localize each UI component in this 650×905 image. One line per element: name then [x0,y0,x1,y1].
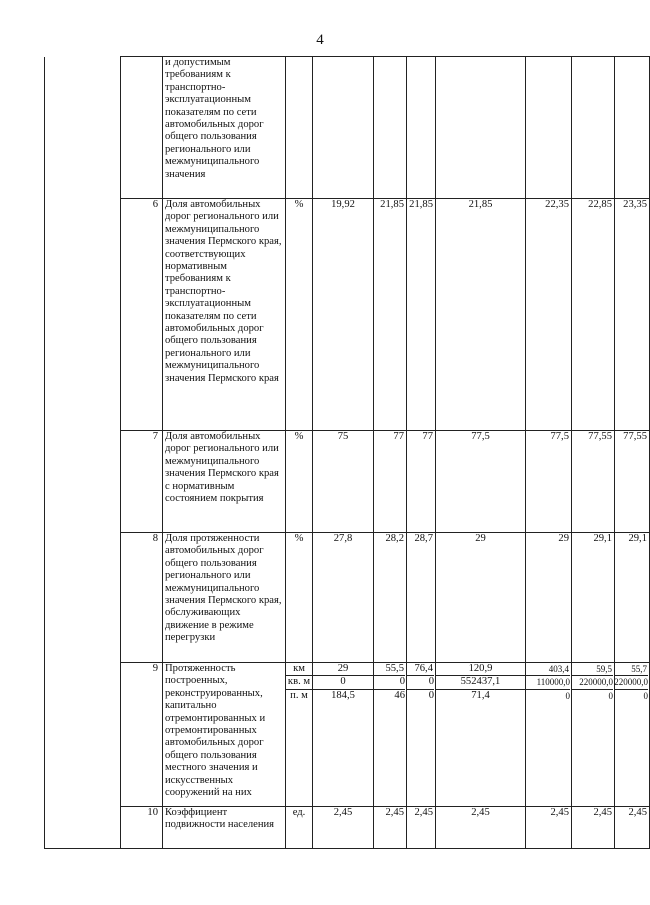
indicator-name: Доля автомобильных дорог регионального или межмуниципального значения Пермского края, соответствующих нормативным требованиям к транспортно-эксплуатационным показателям по сети автомобильных дорог общего пользования регионального или межмуниципального значения Пермского края [163,199,286,431]
row-number: 8 [121,533,163,663]
value-cell: 2,45 [615,807,650,849]
value-stack [526,663,572,807]
value-cell: 21,85 [436,199,526,431]
unit: % [286,199,313,431]
value-cell: 2,45 [436,807,526,849]
value-cell: 29 [337,663,349,674]
value-stack [436,663,526,807]
value-cell: 29,1 [572,533,615,663]
unit-stack [286,663,313,807]
indicator-name: Коэффициент подвижности населения [163,807,286,849]
value-cell: 220000,0 [614,677,648,688]
value-cell: 21,85 [374,199,407,431]
value-cell [572,57,615,199]
indicator-name: Доля протяженности автомобильных дорог общего пользования регионального или межмуниципального значения Пермского края, обслуживающих движение в режиме перегрузки [163,533,286,663]
row-number: 7 [121,431,163,533]
value-cell: 0 [373,675,405,688]
value-cell: 77 [374,431,407,533]
value-cell: 2,45 [407,807,436,849]
unit: п. м [286,689,312,702]
unit: кв. м [287,676,311,688]
blank-cell [45,57,121,199]
value-cell [436,57,526,199]
value-cell: 2,45 [572,807,615,849]
value-cell: 28,7 [407,533,436,663]
value-cell: 71,4 [436,689,525,702]
value-cell [526,57,572,199]
value-cell: 77 [407,431,436,533]
row-number: 10 [121,807,163,849]
value-cell: 0 [525,689,570,702]
value-cell: 2,45 [374,807,407,849]
value-cell: 0 [406,689,434,702]
value-cell: 110000,0 [525,675,570,688]
value-cell [374,57,407,199]
value-cell: 0 [571,689,613,702]
value-cell: 46 [373,689,405,702]
table-row [45,807,650,849]
value-cell: 29 [526,533,572,663]
value-cell: 2,45 [313,807,374,849]
value-cell: 22,35 [526,199,572,431]
page-number: 4 [316,32,324,48]
value-cell: 19,92 [313,199,374,431]
value-cell: 120,9 [468,663,493,674]
value-stack [313,663,374,807]
indicators-table [44,56,650,849]
indicator-name: Доля автомобильных дорог регионального или межмуниципального значения Пермского края с нормативным состоянием покрытия [163,431,286,533]
blank-cell [45,663,121,807]
value-cell: 0 [614,689,648,702]
blank-cell [45,199,121,431]
blank-cell [45,431,121,533]
value-cell: 77,5 [526,431,572,533]
value-cell: 27,8 [313,533,374,663]
value-cell: 220000,0 [571,675,613,688]
unit: км [293,663,305,674]
value-cell: 21,85 [407,199,436,431]
table-row [45,533,650,663]
row-number: 9 [121,663,163,807]
value-cell: 0 [406,675,434,688]
value-stack [615,663,650,807]
value-stack [572,663,615,807]
value-stack [407,663,436,807]
value-cell: 29 [436,533,526,663]
blank-cell [45,533,121,663]
row-number [121,57,163,199]
unit: % [286,431,313,533]
value-cell: 184,5 [313,689,373,702]
value-stack [374,663,407,807]
value-cell: 552437,1 [436,675,525,688]
blank-cell [45,807,121,849]
value-cell: 77,55 [615,431,650,533]
value-cell: 75 [313,431,374,533]
value-cell: 55,7 [631,664,647,674]
value-cell: 403,4 [548,664,569,674]
indicator-name: Протяженность построенных, реконструированных, капитально отремонтированных и отремонтированных автомобильных дорог общего пользования местного значения и искусственных сооружений на них [163,663,286,807]
value-cell: 0 [313,675,373,688]
unit [286,57,313,199]
value-cell [615,57,650,199]
value-cell: 2,45 [526,807,572,849]
table-row [45,663,650,807]
unit: % [286,533,313,663]
value-cell: 22,85 [572,199,615,431]
value-cell [313,57,374,199]
table-row [45,199,650,431]
indicator-name: и допустимым требованиям к транспортно-эксплуатационным показателям по сети автомобильных дорог общего пользования регионального или межмуниципального значения [163,57,286,199]
value-cell: 29,1 [615,533,650,663]
value-cell [407,57,436,199]
value-cell: 77,55 [572,431,615,533]
value-cell: 55,5 [385,663,404,674]
value-cell: 77,5 [436,431,526,533]
value-cell: 76,4 [414,663,433,674]
table-row [45,57,650,199]
unit: ед. [286,807,313,849]
value-cell: 59,5 [596,664,612,674]
value-cell: 28,2 [374,533,407,663]
value-cell: 23,35 [615,199,650,431]
table-row [45,431,650,533]
row-number: 6 [121,199,163,431]
